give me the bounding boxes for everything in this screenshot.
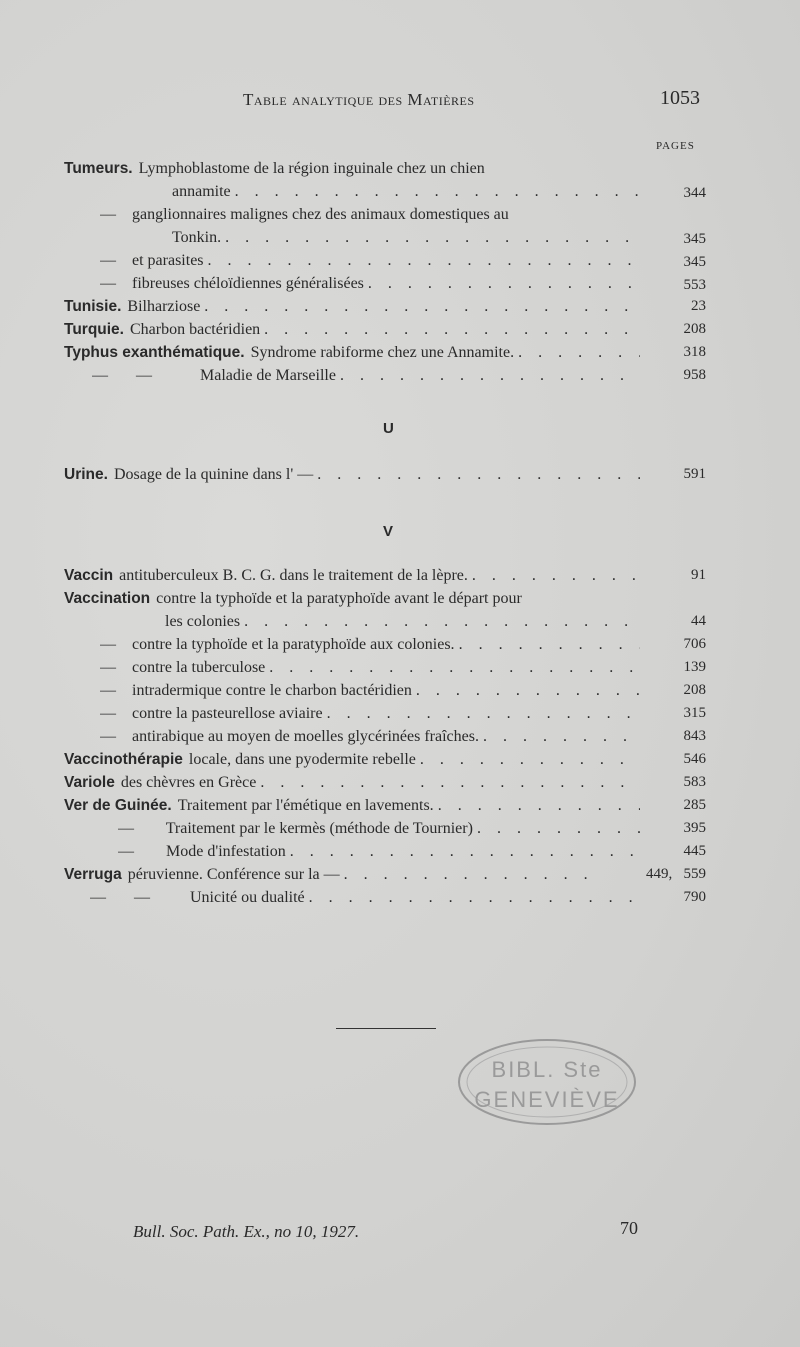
entry-text: Charbon bactéridien	[130, 321, 261, 338]
section-letter-v: V	[383, 523, 394, 540]
index-entry	[64, 774, 640, 796]
leader-dots	[514, 344, 640, 362]
entry-text: Traitement par l'émétique en lavements.	[177, 797, 434, 814]
entry-page: 445	[683, 843, 706, 859]
entry-text: les colonies	[165, 613, 241, 630]
leader-dots	[336, 367, 640, 385]
leader-dots	[323, 705, 640, 723]
entry-page: 44	[691, 613, 706, 629]
entry-page: 395	[683, 820, 706, 836]
entry-page: 23	[691, 298, 706, 314]
entry-page: 583	[683, 774, 706, 790]
entry-text: — et parasites	[100, 252, 204, 269]
entry-keyword: Turquie.	[64, 321, 124, 338]
library-stamp	[455, 1030, 640, 1130]
entry-text: — antirabique au moyen de moelles glycérinées fraîches.	[100, 728, 479, 745]
footer-citation: Bull. Soc. Path. Ex., no 10, 1927.	[133, 1222, 360, 1241]
index-entry	[100, 682, 640, 704]
entry-keyword: Variole	[64, 774, 115, 791]
leader-dots	[455, 636, 640, 654]
index-entry	[64, 567, 640, 589]
entry-page: 318	[683, 344, 706, 360]
entry-text: annamite	[172, 183, 231, 200]
entry-page: 208	[683, 682, 706, 698]
entry-text: Dosage de la quinine dans l' —	[113, 466, 314, 483]
entry-page: 591	[683, 466, 706, 482]
entry-keyword: Tunisie.	[64, 298, 122, 315]
entry-page: 345	[683, 254, 706, 270]
index-entry	[100, 275, 640, 297]
leader-dots	[286, 843, 640, 861]
entry-keyword: Tumeurs.	[64, 160, 133, 177]
section-letter-u: U	[383, 420, 394, 437]
index-entry	[100, 728, 640, 750]
index-entry	[172, 183, 640, 205]
entry-page: 344	[683, 185, 706, 201]
leader-dots	[204, 252, 640, 270]
running-header-page-number: 1053	[660, 87, 700, 109]
index-entry	[100, 705, 640, 727]
leader-dots	[412, 682, 640, 700]
entry-text: Syndrome rabiforme chez une Annamite.	[250, 344, 515, 361]
separator-rule	[336, 1028, 436, 1029]
entry-text: — contre la tuberculose	[100, 659, 266, 676]
index-entry	[118, 843, 640, 865]
leader-dots	[416, 751, 640, 769]
entry-keyword: Vaccinothérapie	[64, 751, 183, 768]
leader-dots	[256, 774, 640, 792]
entry-page: 285	[683, 797, 706, 813]
index-entry	[172, 229, 640, 251]
leader-dots	[231, 183, 640, 201]
leader-dots	[221, 229, 640, 247]
leader-dots	[473, 820, 640, 838]
index-entry	[64, 466, 640, 488]
entry-keyword: Urine.	[64, 466, 108, 483]
index-entry	[64, 321, 640, 343]
entry-page: 790	[683, 889, 706, 905]
stamp-line-2: GENEVIÈVE	[474, 1087, 620, 1112]
index-entry	[118, 820, 640, 842]
index-entry	[64, 797, 640, 819]
leader-dots	[260, 321, 640, 339]
entry-text: des chèvres en Grèce	[120, 774, 257, 791]
entry-page: 345	[683, 231, 706, 247]
entry-text: Bilharziose	[127, 298, 201, 315]
index-entry	[64, 590, 644, 612]
entry-text: — — Unicité ou dualité	[90, 889, 305, 906]
leader-dots	[265, 659, 640, 677]
index-entry	[100, 252, 640, 274]
entry-page: 706	[683, 636, 706, 652]
entry-text: — ganglionnaires malignes chez des animaux domestiques au	[100, 206, 509, 223]
entry-page: 91	[691, 567, 706, 583]
index-entry	[64, 866, 594, 888]
entry-keyword: Verruga	[64, 866, 122, 883]
entry-text: contre la typhoïde et la paratyphoïde avant le départ pour	[156, 590, 522, 607]
index-entry	[92, 367, 640, 389]
entry-page: 139	[683, 659, 706, 675]
entry-page: 449, 559	[646, 866, 706, 882]
entry-keyword: Vaccin	[64, 567, 114, 584]
entry-text: antituberculeux B. C. G. dans le traitement de la lèpre.	[119, 567, 468, 584]
entry-text: — fibreuses chéloïdiennes généralisées	[100, 275, 364, 292]
index-entry	[64, 160, 644, 182]
entry-keyword: Vaccination	[64, 590, 151, 607]
entry-text: — Traitement par le kermès (méthode de Tournier)	[118, 820, 473, 837]
entry-text: péruvienne. Conférence sur la —	[127, 866, 340, 883]
running-header-title: Table analytique des Matières	[243, 90, 475, 109]
entry-page: 553	[683, 277, 706, 293]
footer-signature-number: 70	[620, 1218, 638, 1238]
leader-dots	[313, 466, 640, 484]
index-entry	[165, 613, 640, 635]
entry-text: — contre la pasteurellose aviaire	[100, 705, 323, 722]
leader-dots	[468, 567, 640, 585]
entry-text: — intradermique contre le charbon bactéridien	[100, 682, 412, 699]
entry-text: Tonkin.	[172, 229, 222, 246]
entry-page: 958	[683, 367, 706, 383]
leader-dots	[305, 889, 640, 907]
index-entry	[90, 889, 640, 911]
index-entry	[100, 206, 645, 228]
index-entry	[100, 659, 640, 681]
index-entry	[64, 298, 640, 320]
entry-text: — Mode d'infestation	[118, 843, 286, 860]
stamp-line-1: BIBL. Ste	[491, 1057, 603, 1082]
leader-dots	[434, 797, 640, 815]
entry-keyword: Typhus exanthématique.	[64, 344, 245, 361]
entry-text: locale, dans une pyodermite rebelle	[188, 751, 416, 768]
pages-column-label: PAGES	[656, 140, 695, 152]
leader-dots	[200, 298, 640, 316]
entry-page: 843	[683, 728, 706, 744]
index-entry	[100, 636, 640, 658]
entry-page: 208	[683, 321, 706, 337]
entry-page: 315	[683, 705, 706, 721]
index-entry	[64, 751, 640, 773]
leader-dots	[479, 728, 640, 746]
leader-dots	[364, 275, 640, 293]
entry-text: — — Maladie de Marseille	[92, 367, 336, 384]
leader-dots	[340, 866, 594, 884]
entry-text: — contre la typhoïde et la paratyphoïde aux colonies.	[100, 636, 455, 653]
entry-page: 546	[683, 751, 706, 767]
entry-keyword: Ver de Guinée.	[64, 797, 172, 814]
leader-dots	[240, 613, 640, 631]
index-entry	[64, 344, 640, 366]
entry-text: Lymphoblastome de la région inguinale chez un chien	[138, 160, 485, 177]
